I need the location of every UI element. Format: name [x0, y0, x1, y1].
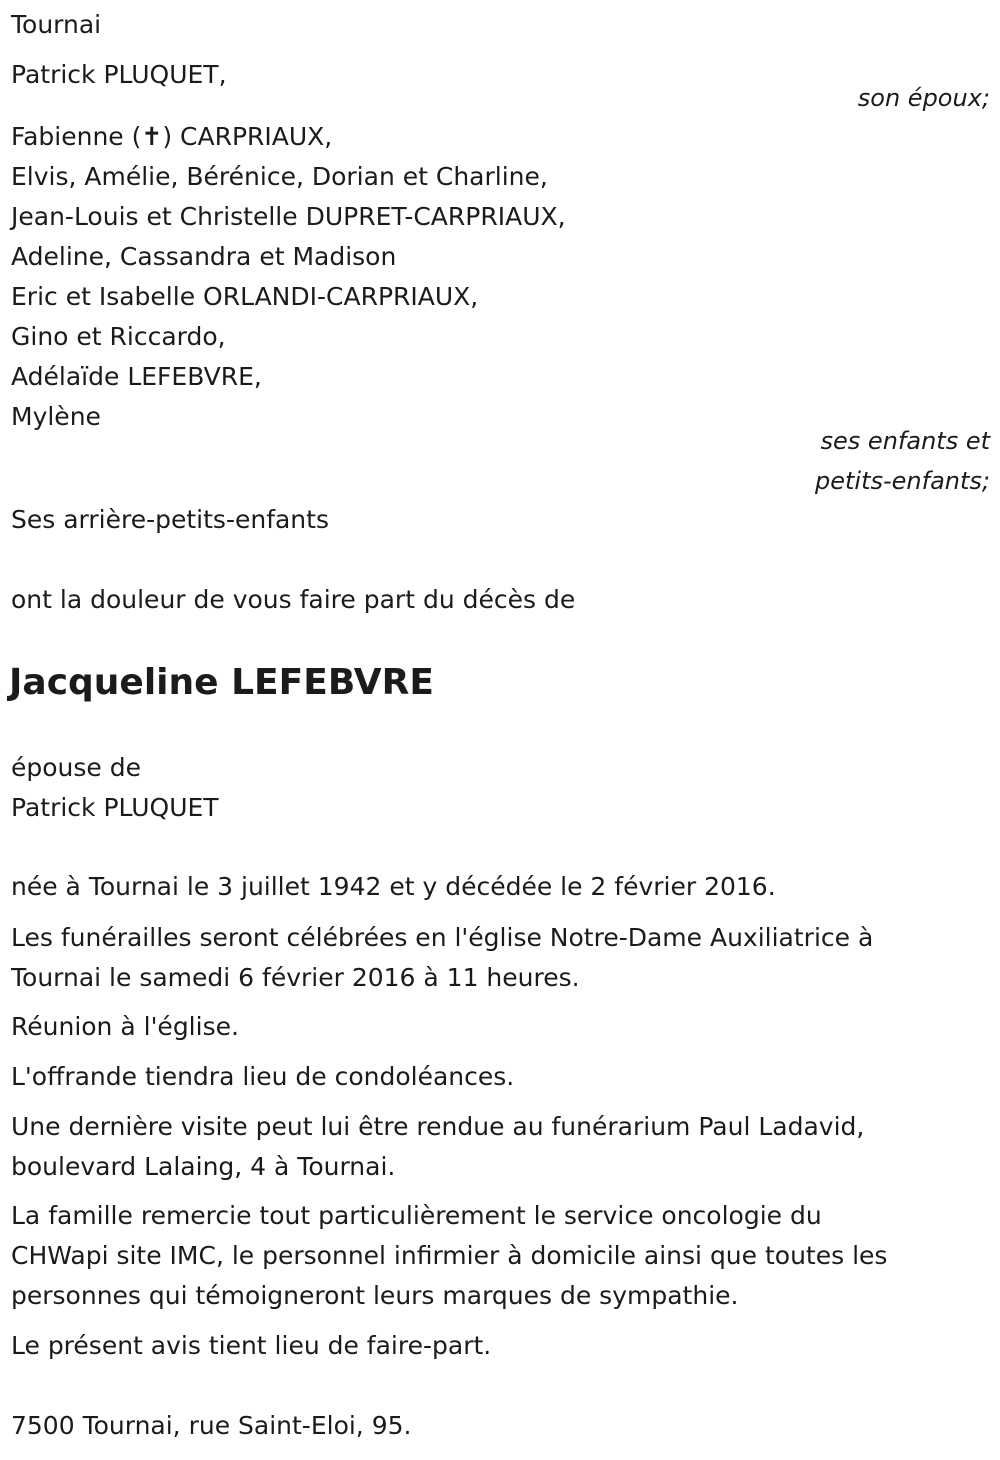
list-item: Jean-Louis et Christelle DUPRET-CARPRIAUX, [11, 202, 566, 231]
list-item: Gino et Riccardo, [11, 322, 226, 351]
thanks-line-3: personnes qui témoigneront leurs marques de sympathie. [11, 1281, 739, 1310]
thanks-line-1: La famille remercie tout particulièrement le service oncologie du [11, 1201, 822, 1230]
city-heading: Tournai [11, 10, 102, 39]
address: 7500 Tournai, rue Saint-Eloi, 95. [11, 1411, 412, 1440]
deceased-name: Jacqueline LEFEBVRE [9, 662, 434, 703]
funeral-line-1: Les funérailles seront célébrées en l'église Notre-Dame Auxiliatrice à [11, 923, 874, 952]
spouse-line: Patrick PLUQUET, [11, 60, 227, 89]
list-item: Mylène [11, 402, 101, 431]
children-role-line-1: ses enfants et [820, 427, 990, 455]
notice-line: Le présent avis tient lieu de faire-part. [11, 1331, 492, 1360]
list-item: Adeline, Cassandra et Madison [11, 242, 397, 271]
announcement: ont la douleur de vous faire part du décès de [11, 585, 576, 614]
spouse-of-label: épouse de [11, 753, 141, 782]
list-item: Adélaïde LEFEBVRE, [11, 362, 262, 391]
birth-death-line: née à Tournai le 3 juillet 1942 et y décédée le 2 février 2016. [11, 872, 776, 901]
visit-line-1: Une dernière visite peut lui être rendue au funérarium Paul Ladavid, [11, 1112, 865, 1141]
meeting-line: Réunion à l'église. [11, 1012, 239, 1041]
list-item: Eric et Isabelle ORLANDI-CARPRIAUX, [11, 282, 479, 311]
children-role-line-2: petits-enfants; [815, 467, 990, 495]
thanks-line-2: CHWapi site IMC, le personnel infirmier à domicile ainsi que toutes les [11, 1241, 888, 1270]
funeral-line-2: Tournai le samedi 6 février 2016 à 11 heures. [11, 963, 580, 992]
spouse-role: son époux; [857, 84, 990, 112]
great-grandchildren: Ses arrière-petits-enfants [11, 505, 329, 534]
list-item: Elvis, Amélie, Bérénice, Dorian et Charline, [11, 162, 548, 191]
offering-line: L'offrande tiendra lieu de condoléances. [11, 1062, 515, 1091]
list-item: Fabienne (✝) CARPRIAUX, [11, 122, 333, 151]
visit-line-2: boulevard Lalaing, 4 à Tournai. [11, 1152, 396, 1181]
spouse-of-name: Patrick PLUQUET [11, 793, 219, 822]
